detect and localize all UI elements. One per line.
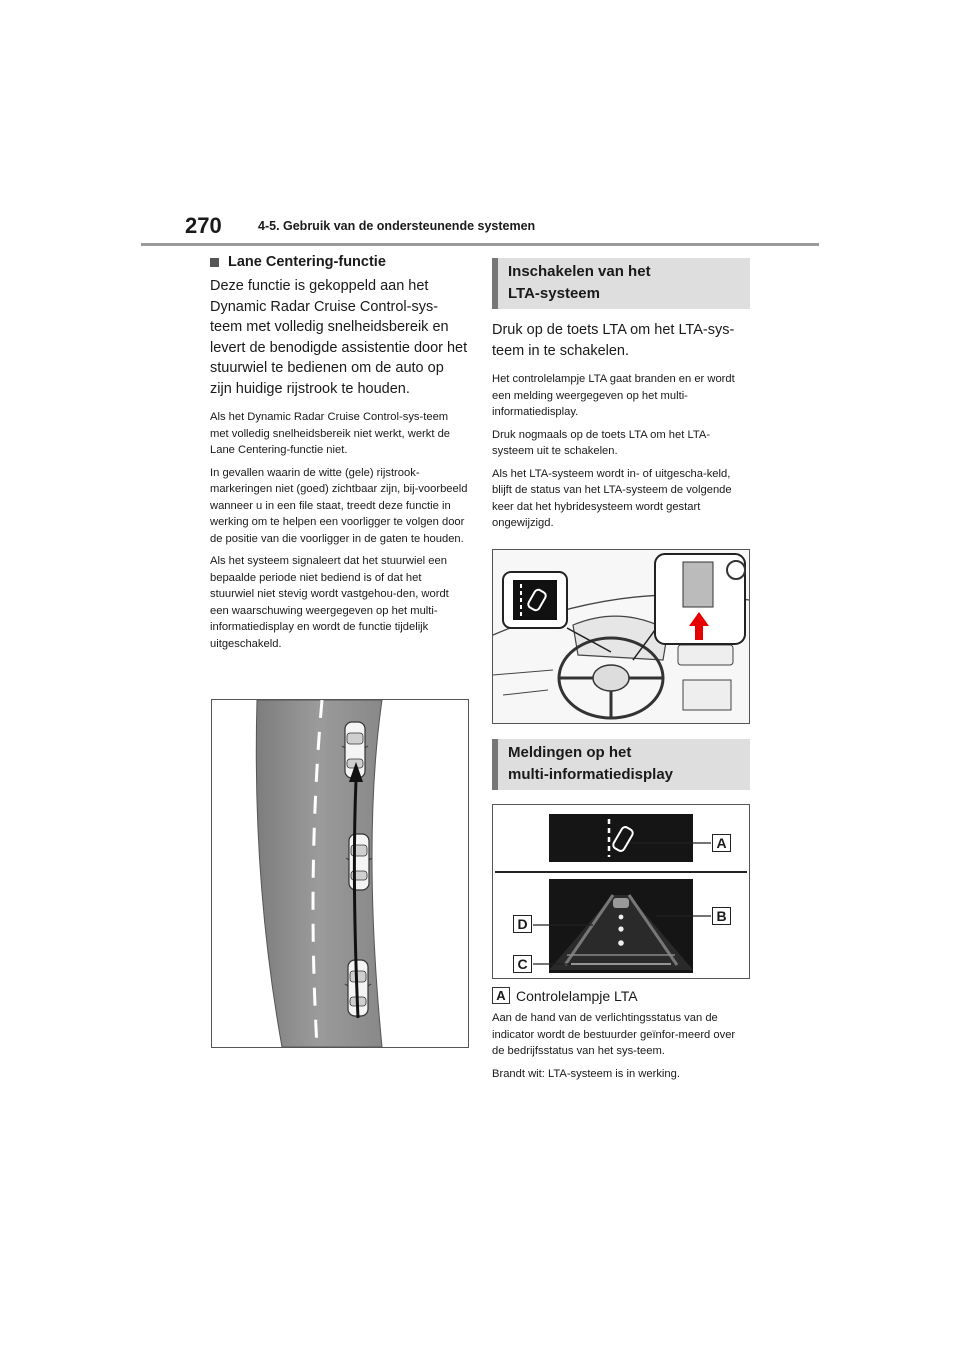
- figure-label-c: C: [513, 955, 532, 973]
- lane-centering-heading: [210, 254, 468, 270]
- messages-heading-line-2: multi-informatiedisplay: [508, 766, 674, 783]
- header-rule: [141, 243, 819, 246]
- enable-lta-heading-box: [492, 258, 750, 309]
- enable-lta-heading-line-1: Inschakelen van het: [508, 263, 651, 280]
- lane-centering-note-3: Als het systeem signaleert dat het stuurwiel een bepaalde periode niet bediend is of dat het stuurwiel niet stevig wordt vastgehou-den, wordt een waarschuwing weergegeven op het multi-informatiedisplay en wordt de functie tijdelijk uitgeschakeld.: [210, 555, 449, 650]
- section-title: 4-5. Gebruik van de ondersteunende systemen: [258, 219, 536, 233]
- square-bullet-icon: [210, 258, 219, 267]
- page-number: 270: [185, 213, 222, 238]
- display-figure: [492, 804, 750, 979]
- enable-lta-text: [492, 320, 750, 538]
- lane-centering-lead: Deze functie is gekoppeld aan het Dynamic Radar Cruise Control-sys-teem met volledig snelheidsbereik en levert de benodigde assistentie door het stuurwiel te bedienen om de auto op zijn huidige rijstrook te houden.: [210, 278, 468, 397]
- enable-lta-heading-line-2: LTA-systeem: [508, 285, 600, 302]
- item-a-title: Controlelampje LTA: [516, 987, 638, 1004]
- lta-indicator-panel: [549, 814, 693, 862]
- dashboard-illustration: [493, 550, 749, 723]
- item-a-description: Aan de hand van de verlichtingsstatus van de indicator wordt de bestuurder geïnfor-meerd over de bedrijfsstatus van het sys-teem.: [492, 1012, 736, 1057]
- enable-lta-lead: Druk op de toets LTA om het LTA-sys-teem in te schakelen.: [492, 322, 735, 359]
- car-icon: [346, 834, 372, 890]
- lane-centering-heading-text: Lane Centering-functie: [228, 254, 386, 270]
- enable-lta-note-1: Het controlelampje LTA gaat branden en er wordt een melding weergegeven op het multi-informatiedisplay.: [492, 373, 735, 418]
- enable-lta-note-3: Als het LTA-systeem wordt in- of uitgescha-keld, blijft de status van het LTA-systeem de volgende keer dat het hybridesysteem wordt gestart ongewijzigd.: [492, 467, 732, 529]
- left-column: [210, 254, 468, 658]
- lane-centering-note-1: Als het Dynamic Radar Cruise Control-sys-teem met volledig snelheidsbereik niet werkt, werkt de Lane Centering-functie niet.: [210, 411, 451, 456]
- item-a-status: Brandt wit: LTA-systeem is in werking.: [492, 1067, 680, 1080]
- dashboard-figure: [492, 549, 750, 724]
- item-a-title-row: [492, 987, 750, 1004]
- item-a-block: [492, 987, 750, 1088]
- messages-heading-line-1: Meldingen op het: [508, 744, 632, 761]
- item-a-label: A: [492, 987, 510, 1004]
- road-illustration: [212, 700, 468, 1047]
- enable-lta-note-2: Druk nogmaals op de toets LTA om het LTA-systeem uit te schakelen.: [492, 428, 711, 457]
- lane-centering-figure: [211, 699, 469, 1048]
- messages-heading-box: [492, 739, 750, 790]
- figure-label-d: D: [513, 915, 532, 933]
- display-illustration: [493, 805, 749, 978]
- figure-label-b: B: [712, 907, 731, 925]
- lane-centering-note-2: In gevallen waarin de witte (gele) rijstrook-markeringen niet (goed) zichtbaar zijn, bij-voorbeeld wanneer u in een file staat, treedt deze functie in werking om te helpen een voorligger te volgen door de positie van die voorligger in de gaten te houden.: [210, 466, 468, 545]
- figure-label-a: A: [712, 834, 731, 852]
